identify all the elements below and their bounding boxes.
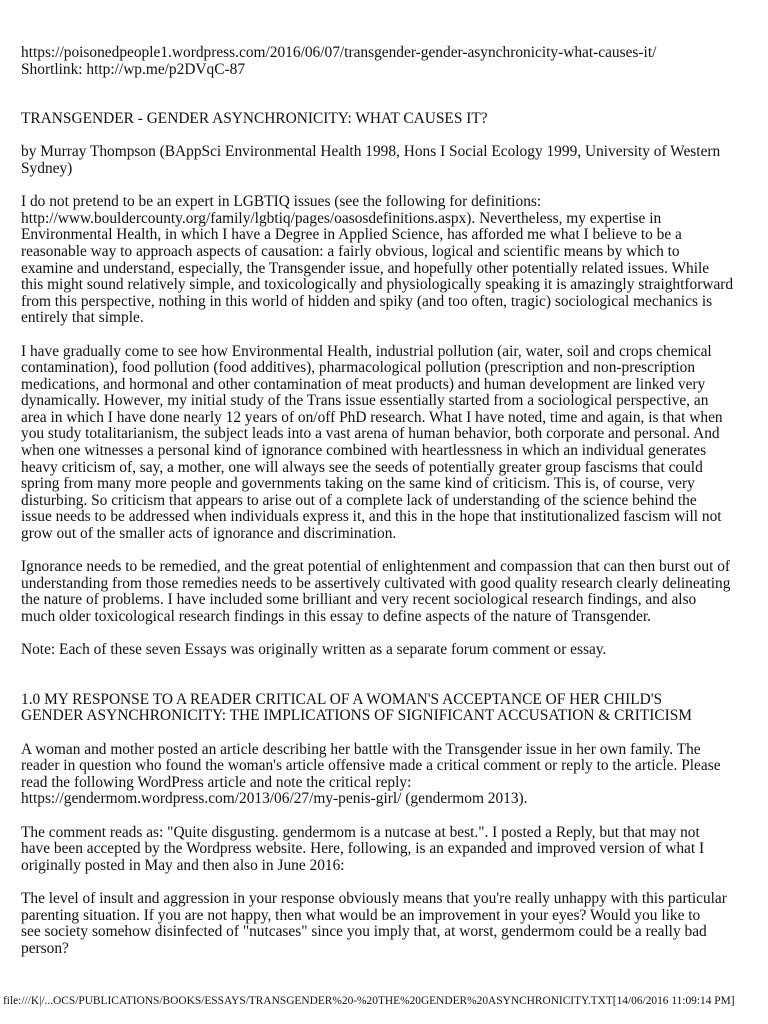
paragraph-woman-mother: A woman and mother posted an article describing her battle with the Transgender issue in her own family. The reader in question who found the woman's article offensive made a critical comment or reply to the article. Please read the following WordPress article and note the critical reply: https://gendermom.wordpress.com/2013/06/27/my-penis-girl/ (gendermom 2013).: [21, 740, 721, 808]
paragraph-note: Note: Each of these seven Essays was originally written as a separate forum comment or essay.: [21, 641, 607, 659]
document-page: [21, 45, 743, 974]
shortlink[interactable]: Shortlink: http://wp.me/p2DVqC-87: [21, 60, 246, 78]
paragraph-intro: I do not pretend to be an expert in LGBTIQ issues (see the following for definitions: http://www.bouldercounty.org/family/lgbtiq/pages/oasosdefinitions.aspx). Nevertheless, my expertise in Environmental Health, in which I have a Degree in Applied Science, has afforded me what I believe to be a reasonable way to approach aspects of causation: a fairly obvious, logical and scientific means by which to examine and understand, especially, the Transgender issue, and hopefully other potentially related issues. While this might sound relatively simple, and toxicologically and physiologically speaking it is amazingly straightforward from this perspective, nothing in this world of hidden and spiky (and too often, tragic) sociological mechanics is entirely that simple.: [21, 193, 734, 327]
source-url[interactable]: https://poisonedpeople1.wordpress.com/2016/06/07/transgender-gender-asynchronicity-what-causes-it/: [21, 44, 657, 61]
byline: by Murray Thompson (BAppSci Environmental Health 1998, Hons I Social Ecology 1999, University of Western Sydney): [21, 143, 721, 177]
paragraph-environmental-health: I have gradually come to see how Environmental Health, industrial pollution (air, water, soil and crops chemical contamination), food pollution (food additives), pharmacological pollution (prescription and non-prescription medications, and hormonal and other contamination of meat products) and human development are linked very dynamically. However, my initial study of the Trans issue essentially started from a sociological perspective, an area in which I have done nearly 12 years of on/off PhD research. What I have noted, time and again, is that when you study totalitarianism, the subject leads into a vast arena of human behavior, both corporate and personal. And when one witnesses a personal kind of ignorance combined with heartlessness in which an individual generates heavy criticism of, say, a mother, one will always see the seeds of potentially greater group fascisms that could spring from many more people and governments taking on the same kind of criticism. This is, of course, very disturbing. So criticism that appears to arise out of a complete lack of understanding of the science behind the issue needs to be addressed when individuals express it, and this in the hope that institutionalized fascism will not grow out of the smaller acts of ignorance and discrimination.: [21, 342, 723, 543]
file-path-footer: file:///K|/...OCS/PUBLICATIONS/BOOKS/ESSAYS/TRANSGENDER%20-%20THE%20GENDER%20ASYNCHRONICITY.TXT[14/06/2016 11:09:14 PM]: [3, 995, 735, 1007]
section-heading: 1.0 MY RESPONSE TO A READER CRITICAL OF A WOMAN'S ACCEPTANCE OF HER CHILD'S GENDER ASYNCHRONICITY: THE IMPLICATIONS OF SIGNIFICANT ACCUSATION & CRITICISM: [21, 690, 692, 725]
document-title: TRANSGENDER - GENDER ASYNCHRONICITY: WHAT CAUSES IT?: [21, 110, 488, 128]
source-header: [21, 45, 743, 78]
paragraph-ignorance: Ignorance needs to be remedied, and the great potential of enlightenment and compassion that can then burst out of understanding from those remedies needs to be assertively cultivated with good quality research clearly delineating the nature of problems. I have included some brilliant and very recent sociological research findings, and also much older toxicological research findings in this essay to define aspects of the nature of Transgender.: [21, 558, 731, 625]
paragraph-comment: The comment reads as: "Quite disgusting. gendermom is a nutcase at best.". I posted a Reply, but that may not have been accepted by the Wordpress website. Here, following, is an expanded and improved version of what I originally posted in May and then also in June 2016:: [21, 823, 705, 874]
paragraph-insult: The level of insult and aggression in your response obviously means that you're really unhappy with this particular parenting situation. If you are not happy, then what would be an improvement in your eyes? Would you like to see society somehow disinfected of "nutcases" since you imply that, at worst, gendermom could be a really bad person?: [21, 889, 727, 957]
